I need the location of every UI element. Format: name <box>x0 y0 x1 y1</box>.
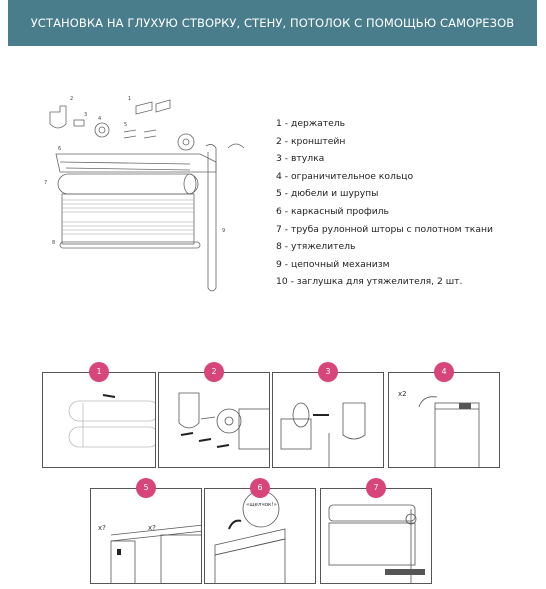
screw-icon <box>117 549 121 555</box>
callout-2: 2 <box>70 96 74 102</box>
parts-list-item: 7 - труба рулонной шторы с полотном ткани <box>276 223 493 235</box>
step-3-panel <box>272 367 384 468</box>
step-1-badge: 1 <box>89 362 109 382</box>
parts-list <box>276 115 493 291</box>
page-title: УСТАНОВКА НА ГЛУХУЮ СТВОРКУ, СТЕНУ, ПОТОЛОК С ПОМОЩЬЮ САМОРЕЗОВ <box>30 16 515 30</box>
parts-list-item: 2 - кронштейн <box>276 135 346 147</box>
step-7-badge: 7 <box>366 478 386 498</box>
callout-6: 6 <box>58 146 62 152</box>
step-5-badge: 5 <box>136 478 156 498</box>
step-5-illustration <box>91 489 202 584</box>
callout-5: 5 <box>124 122 128 128</box>
step-4-panel <box>388 367 500 468</box>
assembly-drawing <box>40 92 270 297</box>
step-6-click-label: «щелчок!» <box>246 502 277 508</box>
callout-4: 4 <box>98 116 102 122</box>
parts-list-item: 5 - дюбели и шурупы <box>276 188 379 200</box>
parts-list-item: 8 - утяжелитель <box>276 241 356 253</box>
chain-mechanism <box>206 144 216 291</box>
sleeve-part <box>74 120 84 126</box>
step-4-quantity: x2 <box>398 390 407 398</box>
arrow-icon <box>181 433 229 447</box>
callout-3: 3 <box>84 112 88 118</box>
holder-part <box>50 106 66 128</box>
parts-list-item: 9 - цепочный механизм <box>276 258 390 270</box>
callout-1: 1 <box>128 96 132 102</box>
arrow-icon <box>103 395 115 397</box>
roller-tube <box>58 174 198 194</box>
step-5-quantity-a: x? <box>98 524 106 532</box>
step-4-badge: 4 <box>434 362 454 382</box>
exploded-assembly-diagram <box>40 92 270 297</box>
bracket-part <box>136 102 152 114</box>
parts-list-item: 10 - заглушка для утяжелителя, 2 шт. <box>276 276 463 288</box>
step-2-illustration <box>159 373 270 468</box>
weight-bar <box>60 242 200 248</box>
header-banner <box>8 0 537 46</box>
step-1-panel <box>42 367 156 468</box>
callout-8: 8 <box>52 240 56 246</box>
step-5-quantity-b: x? <box>148 524 156 532</box>
fabric-panel <box>62 194 194 244</box>
step-3-illustration <box>273 373 384 468</box>
callout-7: 7 <box>44 180 48 186</box>
parts-list-item: 6 - каркасный профиль <box>276 205 389 217</box>
bracket-icon <box>459 403 471 409</box>
ring-part <box>95 123 109 137</box>
step-7-panel <box>320 483 432 584</box>
step-3-badge: 3 <box>318 362 338 382</box>
step-2-panel <box>158 367 270 468</box>
step-1-illustration <box>43 373 156 468</box>
parts-list-item: 3 - втулка <box>276 153 325 165</box>
arrow-icon <box>229 521 241 529</box>
parts-list-item: 1 - держатель <box>276 118 346 129</box>
step-6-badge: 6 <box>250 478 270 498</box>
step-7-illustration <box>321 489 432 584</box>
callout-9: 9 <box>222 228 226 234</box>
parts-list-item: 4 - ограничительное кольцо <box>276 170 414 182</box>
step-2-badge: 2 <box>204 362 224 382</box>
step-6-panel <box>204 483 316 584</box>
step-4-illustration <box>389 373 500 468</box>
weight-bar-icon <box>385 569 425 575</box>
step-5-panel <box>90 483 202 584</box>
